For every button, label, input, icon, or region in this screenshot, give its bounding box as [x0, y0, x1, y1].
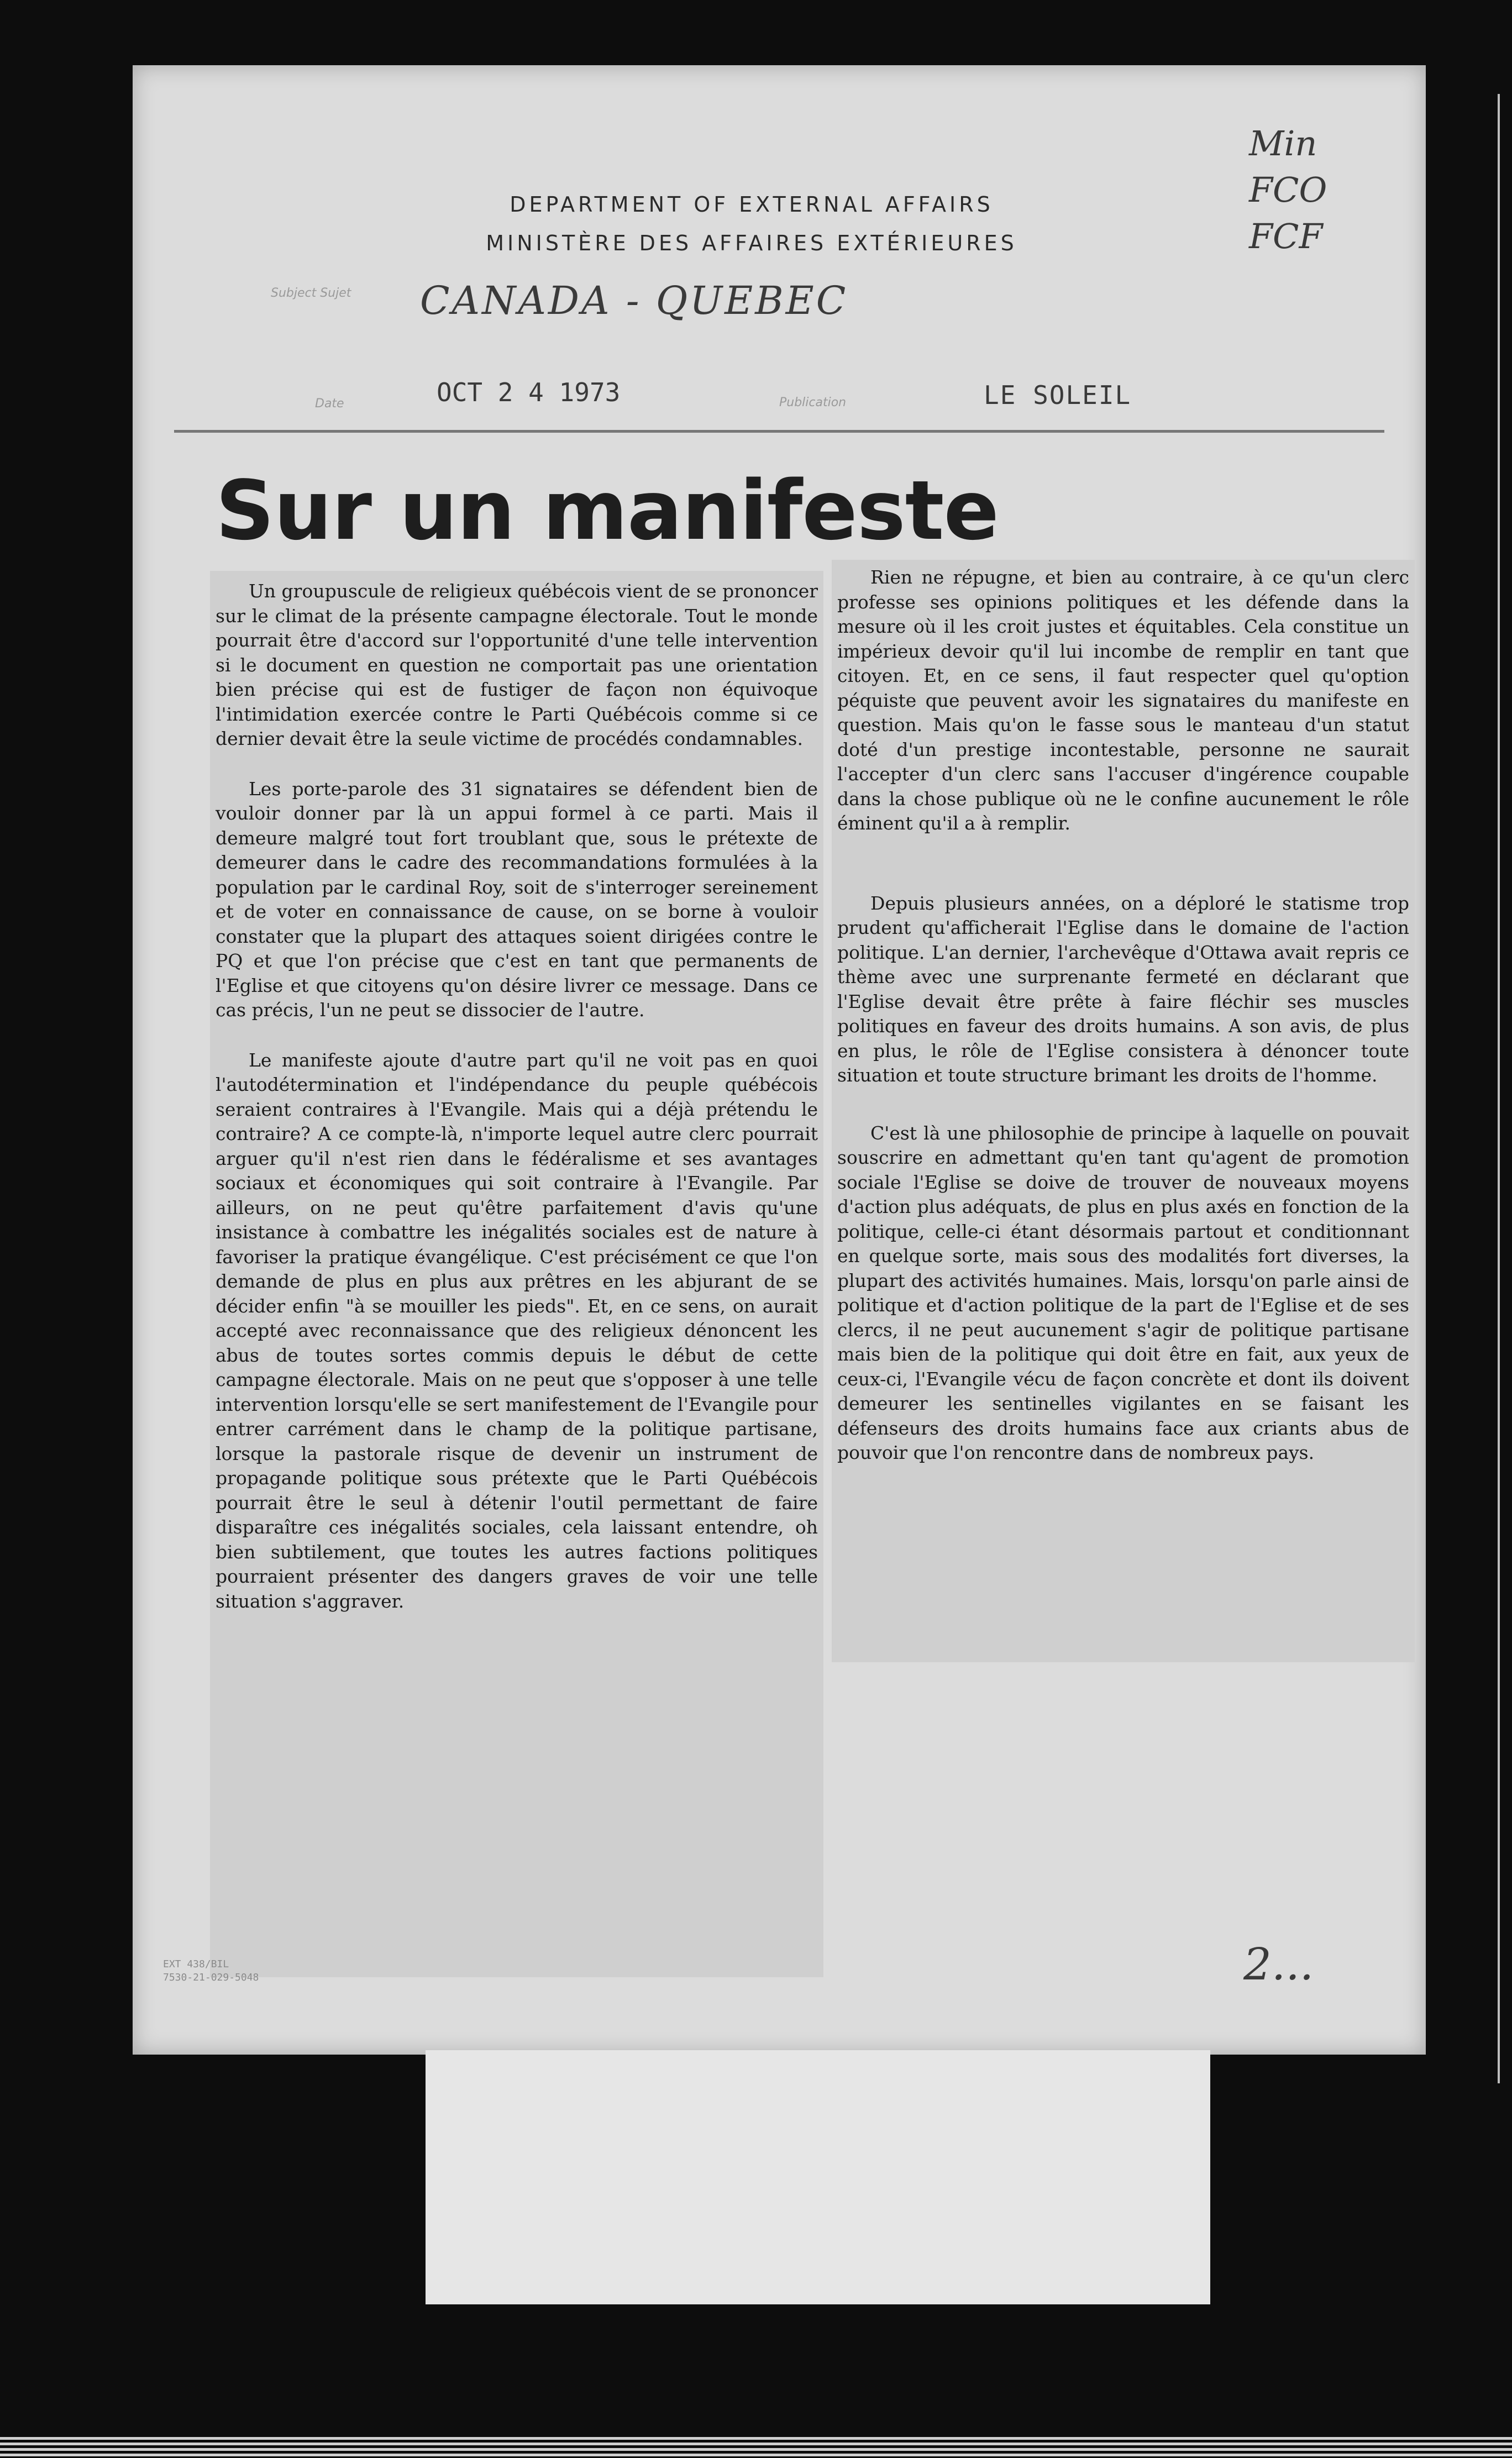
article-paragraph: Depuis plusieurs années, on a déploré le statisme trop prudent qu'afficherait l'Eglise dans le domaine de l'action politique. L'an dernier, l'archevêque d'Ottawa avait repris ce thème avec une surprenante fermeté en déclarant que l'Eglise devait être prête à faire fléchir ses muscles politiques en faveur des droits humains. A son avis, de plus en plus, le rôle de l'Eglise consistera à dénoncer toute situation et toute structure brimant les droits de l'homme.: [837, 892, 1409, 1086]
film-edge-band: [0, 2437, 1512, 2458]
article-paragraph: Le manifeste ajoute d'autre part qu'il ne voit pas en quoi l'autodétermination et l'indépendance du peuple québécois seraient contraires à l'Evangile. Mais qui a déjà prétendu le contraire? A ce compte-là, n'importe lequel autre clerc pourrait arguer qu'il n'est rien dans le fédéralisme et ses avantages sociaux et économiques qui soit contraire à l'Evangile. Par ailleurs, on ne peut qu'être parfaitement d'avis qu'une insistance à combattre les inégalités sociales est de nature à favoriser la pratique évangélique. C'est précisément ce que l'on demande de plus en plus aux prêtres en les abjurant de se décider enfin "à se mouiller les pieds". Et, en ce sens, on aurait accepté avec reconnaissance que des religieux dénoncent les abus de toutes sortes commis depuis le début de cette campagne électorale. Mais on ne peut que s'opposer à une telle intervention lorsqu'elle se sert manifestement de l'Evangile pour entrer carrément dans le champ de la politique partisane, lorsque la pastorale risque de devenir un instrument de propagande politique sous prétexte que le Parti Québécois pourrait être le seul à détenir l'outil permettant de faire disparaître ces inégalités sociales, cela laissant entendre, oh bien subtilement, que toutes les autres factions politiques pourraient présenter des dangers graves de voir une telle situation s'aggraver.: [216, 1049, 818, 1612]
routing-notes: [1249, 120, 1327, 260]
clipping-sheet: [133, 65, 1426, 2055]
department-header-en: DEPARTMENT OF EXTERNAL AFFAIRS: [510, 192, 994, 217]
subject-label: Subject Sujet: [271, 286, 351, 300]
subject-value: CANADA - QUEBEC: [420, 278, 848, 323]
routing-note: Min: [1249, 123, 1317, 164]
header-rule: [174, 430, 1384, 433]
publication-stamp: LE SOLEIL: [984, 380, 1132, 410]
paper-slip: [426, 2050, 1210, 2304]
form-code-line: 7530-21-029-5048: [163, 1972, 259, 1983]
routing-note: FCF: [1249, 216, 1323, 256]
date-stamp: OCT 2 4 1973: [437, 377, 621, 407]
date-label: Date: [315, 397, 344, 411]
article-title: Sur un manifeste: [216, 463, 999, 558]
form-code: [163, 1958, 259, 1984]
routing-note: FCO: [1249, 170, 1327, 210]
article-paragraph: Un groupuscule de religieux québécois vient de se prononcer sur le climat de la présente campagne électorale. Tout le monde pourrait être d'accord sur l'opportunité d'une telle intervention si le document en question ne comportait pas une orientation bien précise qui est de fustiger de façon non équivoque l'intimidation exercée contre le Parti Québécois comme si ce dernier devait être la seule victime de procédés condamnables.: [216, 580, 818, 749]
publication-label: Publication: [779, 396, 847, 409]
article-column-left: [216, 579, 818, 1639]
film-scratch: [1498, 94, 1500, 2083]
article-column-right: [837, 565, 1409, 1491]
page-continuation-note: 2...: [1243, 1939, 1314, 1990]
article-paragraph: C'est là une philosophie de principe à laquelle on pouvait souscrire en admettant qu'en tant qu'agent de promotion sociale l'Eglise se doive de trouver de nouveaux moyens d'action plus adéquats, de plus en plus axés en fonction de la politique, celle-ci étant désormais partout et conditionnant en quelque sorte, mais sous des modalités fort diverses, la plupart des activités humaines. Mais, lorsqu'on parle ainsi de politique et d'action politique de la part de l'Eglise et de ses clercs, il ne peut aucunement s'agir de politique partisane mais bien de la politique qui doit être en fait, aux yeux de ceux-ci, l'Evangile vécu de façon concrète et dont ils doivent demeurer les sentinelles vigilantes en se faisant les défenseurs des droits humains face aux criants abus de pouvoir que l'on rencontre dans de nombreux pays.: [837, 1122, 1409, 1463]
article-paragraph: Les porte-parole des 31 signataires se défendent bien de vouloir donner par là un appui formel à ce parti. Mais il demeure malgré tout fort troublant que, sous le prétexte de demeurer dans le cadre des recommandations formulées à la population par le cardinal Roy, soit de s'interroger sereinement et de voter en connaissance de cause, on se borne à vouloir constater que la plupart des attaques soient dirigées contre le PQ et que l'on précise que c'est en tant que permanents de l'Eglise et que citoyens qu'on désire livrer ce message. Dans ce cas précis, l'un ne peut se dissocier de l'autre.: [216, 778, 818, 1021]
department-header-fr: MINISTÈRE DES AFFAIRES EXTÉRIEURES: [486, 231, 1017, 255]
article-paragraph: Rien ne répugne, et bien au contraire, à ce qu'un clerc professe ses opinions politiques et les défende dans la mesure où il les croit justes et équitables. Cela constitue un impérieux devoir qu'il lui incombe de remplir en tant que citoyen. Et, en ce sens, il faut respecter quel qu'option péquiste que peuvent avoir les signataires du manifeste en question. Mais qu'on le fasse sous le manteau d'un statut doté d'un prestige incontestable, personne ne saurait l'accepter d'un clerc sans l'accuser d'ingérence coupable dans la chose publique où ne le confine aucunement le rôle éminent qu'il a à remplir.: [837, 566, 1409, 834]
form-code-line: EXT 438/BIL: [163, 1958, 229, 1970]
